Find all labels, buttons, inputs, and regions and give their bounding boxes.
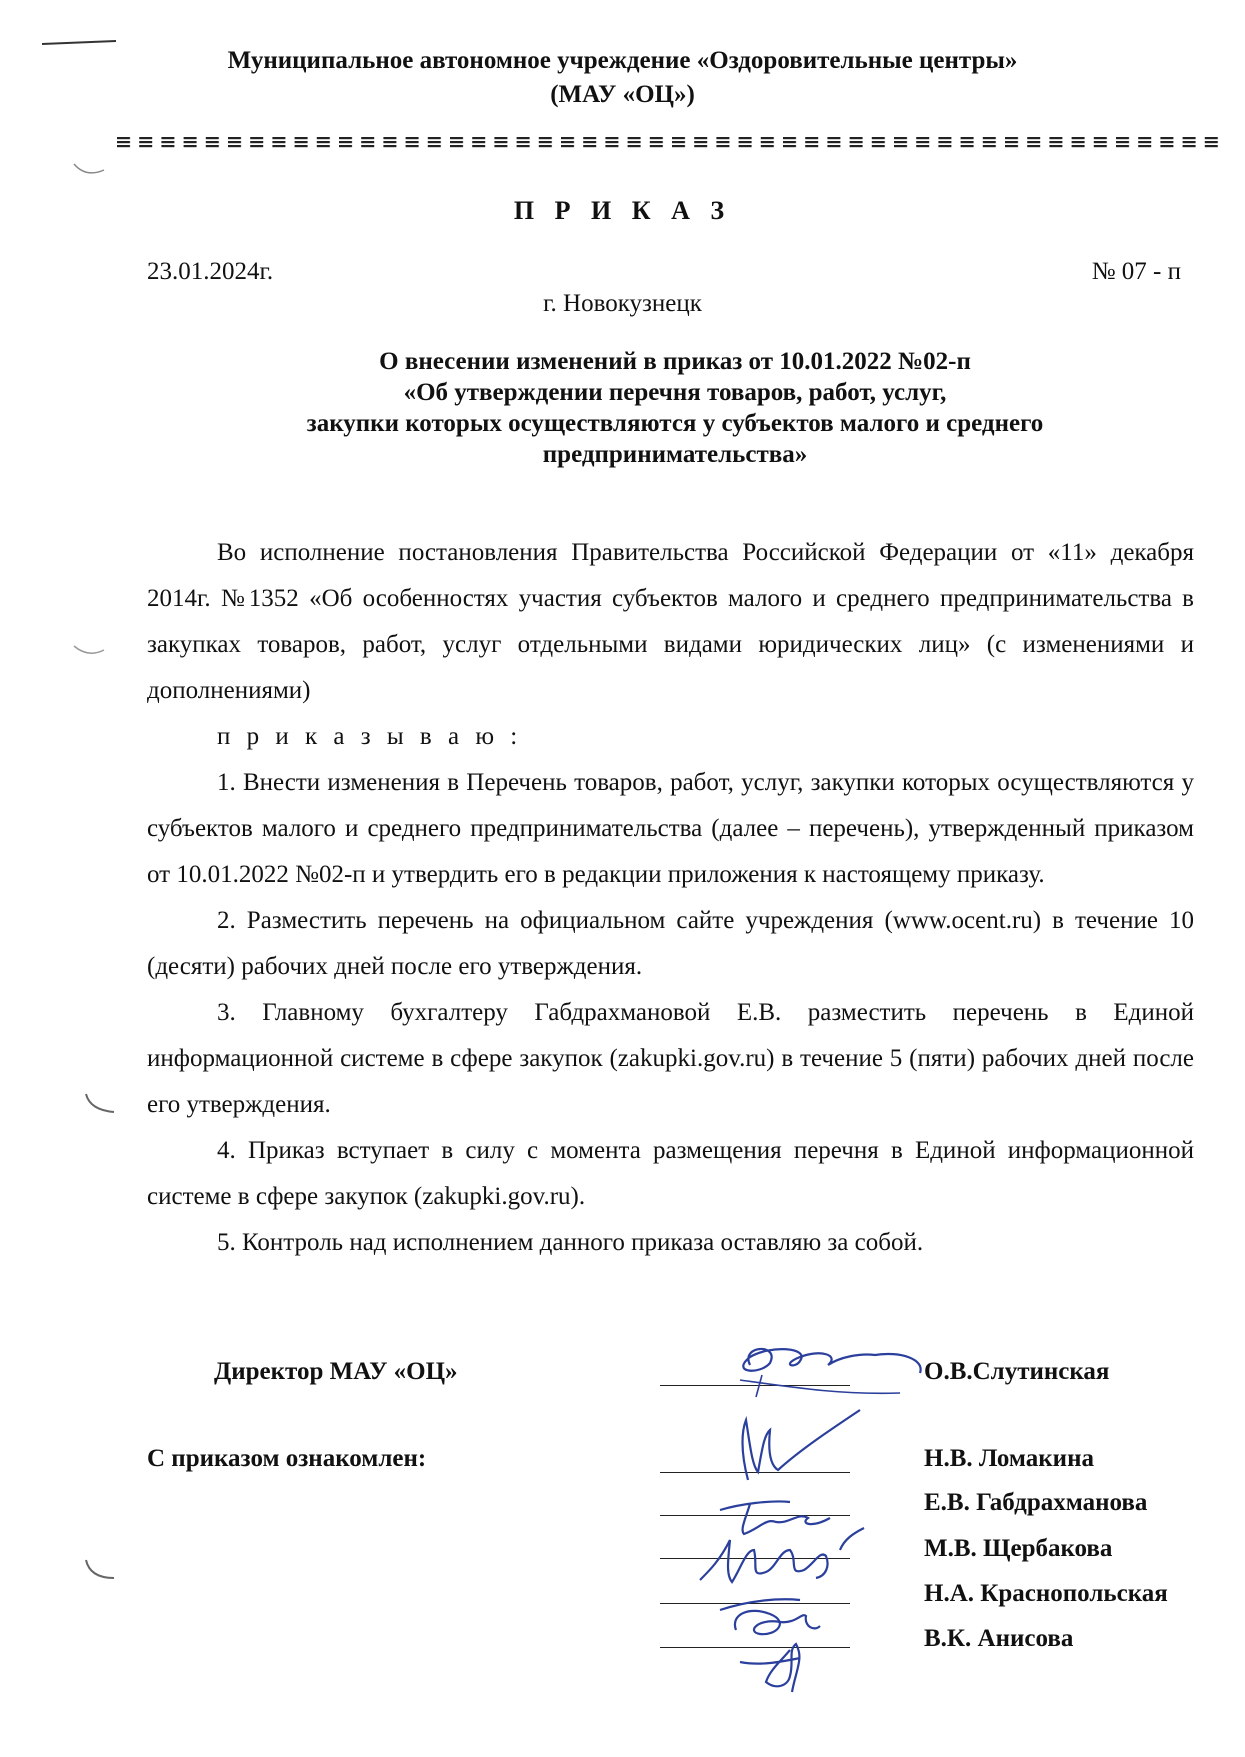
header-divider: [117, 132, 1227, 150]
binding-hole-mark: [82, 1090, 118, 1118]
binding-hole-mark: [70, 158, 110, 182]
order-item: 3. Главному бухгалтеру Габдрахмановой Е.В. разместить перечень в Единой информационной системе в сфере закупок (zakupki.gov.ru) в течение 5 (пяти) рабочих дней после его утверждения.: [147, 999, 1194, 1118]
organization-name: Муниципальное автономное учреждение «Оздоровительные центры»: [227, 47, 1018, 74]
subject-line: «Об утверждении перечня товаров, работ, услуг,: [403, 379, 947, 406]
order-subject: [200, 346, 1150, 470]
document-number: № 07 - п: [1091, 258, 1181, 285]
order-item: 4. Приказ вступает в силу с момента размещения перечня в Единой информационной системе в сфере закупок (zakupki.gov.ru).: [147, 1137, 1194, 1210]
preamble-paragraph: Во исполнение постановления Правительства Российской Федерации от «11» декабря 2014г. №1352 «Об особенностях участия субъектов малого и среднего предпринимательства в закупках товаров, работ, услуг отдельными видами юридических лиц» (с изменениями и дополнениями): [147, 539, 1194, 704]
order-item: 2. Разместить перечень на официальном сайте учреждения (www.ocent.ru) в течение 10 (десяти) рабочих дней после его утверждения.: [147, 907, 1194, 980]
director-signature: [700, 1335, 930, 1405]
organization-abbreviation: (МАУ «ОЦ»): [550, 81, 695, 108]
subject-line: закупки которых осуществляются у субъектов малого и среднего: [306, 410, 1044, 437]
director-name: О.В.Слутинская: [924, 1358, 1110, 1385]
acknowledged-person-name: Е.В. Габдрахманова: [924, 1489, 1148, 1516]
acknowledged-person-name: М.В. Щербакова: [924, 1535, 1113, 1562]
ordering-word: п р и к а з ы в а ю :: [217, 723, 523, 750]
document-date: 23.01.2024г.: [147, 258, 274, 285]
order-item: 1. Внести изменения в Перечень товаров, работ, услуг, закупки которых осуществляются у субъектов малого и среднего предпринимательства (далее – перечень), утвержденный приказом от 10.01.2022 №02-п и утвердить его в редакции приложения к настоящему приказу.: [147, 769, 1194, 888]
acknowledged-person-name: В.К. Анисова: [924, 1625, 1074, 1652]
document-title: П Р И К А З: [513, 196, 732, 225]
acknowledged-person-name: Н.А. Краснопольская: [924, 1580, 1168, 1607]
order-body: [147, 530, 1194, 1266]
director-title: Директор МАУ «ОЦ»: [214, 1358, 458, 1385]
binding-hole-mark: [82, 1556, 118, 1584]
subject-line: О внесении изменений в приказ от 10.01.2022 №02-п: [379, 348, 971, 375]
subject-line: предпринимательства»: [542, 441, 808, 468]
order-item: 5. Контроль над исполнением данного приказа оставляю за собой.: [217, 1229, 924, 1256]
handwritten-signatures: [680, 1400, 910, 1700]
acknowledged-person-name: Н.В. Ломакина: [924, 1445, 1094, 1472]
acknowledgement-title: С приказом ознакомлен:: [147, 1445, 427, 1472]
document-city: г. Новокузнецк: [543, 290, 702, 317]
binding-hole-mark: [70, 642, 110, 662]
